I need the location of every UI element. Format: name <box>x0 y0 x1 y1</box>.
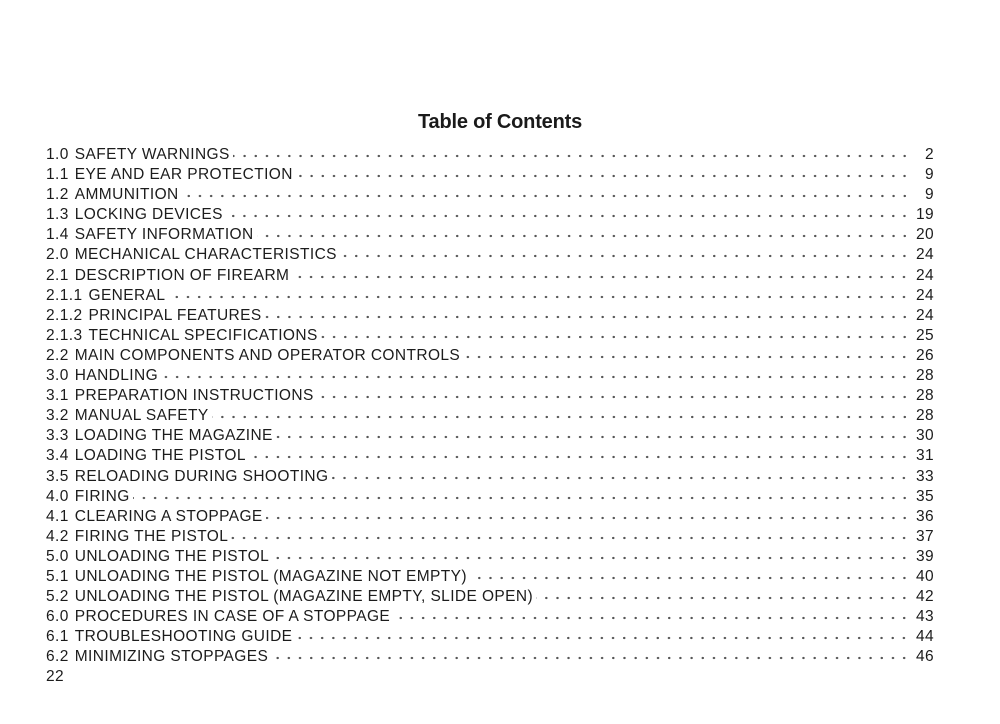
toc-entry-page: 2 <box>924 146 934 163</box>
toc-entry-page: 9 <box>924 166 934 184</box>
toc-entry-number: 1.1 <box>46 166 69 184</box>
toc-entry-label: LOADING THE MAGAZINE <box>74 427 273 445</box>
toc-entry[interactable] <box>46 367 934 387</box>
toc-entry-label: CLEARING A STOPPAGE <box>74 507 263 525</box>
toc-entry[interactable] <box>46 628 934 648</box>
toc-entry[interactable] <box>46 206 934 226</box>
toc-entry-number: 1.0 <box>46 146 69 163</box>
toc-entry-label: MANUAL SAFETY <box>74 407 209 425</box>
toc-entry[interactable] <box>46 166 934 186</box>
toc-entry-label: PREPARATION INSTRUCTIONS <box>74 387 314 405</box>
toc-entry-label: LOADING THE PISTOL <box>74 447 246 465</box>
toc-entry-label: TECHNICAL SPECIFICATIONS <box>88 326 318 344</box>
toc-entry-number: 3.0 <box>46 367 69 385</box>
dot-leader <box>317 395 910 399</box>
toc-entry[interactable] <box>46 528 934 548</box>
toc-entry-number: 3.4 <box>46 447 69 465</box>
page-number: 22 <box>46 668 65 685</box>
toc-list <box>46 146 934 668</box>
dot-leader <box>295 636 910 640</box>
toc-entry[interactable] <box>46 186 934 206</box>
toc-entry[interactable] <box>46 267 934 287</box>
toc-entry-page: 24 <box>915 306 934 324</box>
toc-entry-number: 4.0 <box>46 487 69 505</box>
toc-entry-number: 3.2 <box>46 407 69 425</box>
dot-leader <box>463 355 910 359</box>
dot-leader <box>266 516 910 520</box>
dot-leader <box>393 616 910 620</box>
toc-entry-label: HANDLING <box>74 367 159 385</box>
toc-entry[interactable] <box>46 347 934 367</box>
toc-entry[interactable] <box>46 447 934 467</box>
toc-entry-number: 5.0 <box>46 547 69 565</box>
toc-entry-label: TROUBLESHOOTING GUIDE <box>74 628 293 646</box>
toc-entry[interactable] <box>46 427 934 447</box>
toc-entry-number: 2.1 <box>46 266 69 284</box>
toc-entry-page: 35 <box>915 487 934 505</box>
toc-entry-label: SAFETY WARNINGS <box>74 146 230 163</box>
dot-leader <box>182 194 910 198</box>
toc-entry[interactable] <box>46 327 934 347</box>
toc-entry-number: 2.1.3 <box>46 326 83 344</box>
toc-entry-number: 4.1 <box>46 507 69 525</box>
toc-entry[interactable] <box>46 548 934 568</box>
toc-entry[interactable] <box>46 508 934 528</box>
toc-title: Table of Contents <box>417 111 582 133</box>
toc-entry-page: 39 <box>915 547 934 565</box>
toc-entry-number: 5.1 <box>46 567 69 585</box>
toc-entry-number: 3.3 <box>46 427 69 445</box>
toc-entry-number: 5.2 <box>46 588 69 606</box>
toc-entry-label: UNLOADING THE PISTOL <box>74 547 270 565</box>
toc-entry-page: 25 <box>915 326 934 344</box>
toc-entry-page: 44 <box>915 628 934 646</box>
toc-entry-number: 2.2 <box>46 346 69 364</box>
dot-leader <box>331 476 909 480</box>
toc-entry-page: 28 <box>915 367 934 385</box>
toc-entry-label: SAFETY INFORMATION <box>74 226 254 244</box>
toc-entry-page: 31 <box>915 447 934 465</box>
toc-entry-number: 3.1 <box>46 387 69 405</box>
dot-leader <box>257 234 910 238</box>
toc-entry-page: 36 <box>915 507 934 525</box>
toc-entry-page: 33 <box>915 467 934 485</box>
toc-entry-number: 6.1 <box>46 628 69 646</box>
toc-entry-number: 2.1.1 <box>46 286 83 304</box>
toc-entry[interactable] <box>46 246 934 266</box>
toc-entry[interactable] <box>46 488 934 508</box>
toc-entry-page: 40 <box>915 567 934 585</box>
toc-entry-page: 9 <box>924 186 934 204</box>
dot-leader <box>271 656 910 660</box>
toc-entry-page: 46 <box>915 648 934 666</box>
toc-entry-page: 24 <box>915 246 934 264</box>
dot-leader <box>276 435 910 439</box>
toc-entry-label: UNLOADING THE PISTOL (MAGAZINE NOT EMPTY) <box>74 567 467 585</box>
toc-entry-label: MAIN COMPONENTS AND OPERATOR CONTROLS <box>74 346 461 364</box>
toc-entry-number: 4.2 <box>46 527 69 545</box>
toc-entry-page: 20 <box>915 226 934 244</box>
toc-entry[interactable] <box>46 588 934 608</box>
toc-entry[interactable] <box>46 648 934 668</box>
toc-entry-page: 24 <box>915 286 934 304</box>
toc-entry-page: 19 <box>915 206 934 224</box>
dot-leader <box>470 576 910 580</box>
toc-entry-number: 2.1.2 <box>46 306 83 324</box>
toc-entry-label: PROCEDURES IN CASE OF A STOPPAGE <box>74 608 391 626</box>
dot-leader <box>161 375 910 379</box>
dot-leader <box>536 596 910 600</box>
dot-leader <box>226 214 910 218</box>
toc-entry-number: 6.2 <box>46 648 69 666</box>
toc-entry-label: PRINCIPAL FEATURES <box>88 306 262 324</box>
toc-entry[interactable] <box>46 226 934 246</box>
toc-entry-label: FIRING <box>74 487 130 505</box>
dot-leader <box>168 295 910 299</box>
toc-entry-number: 6.0 <box>46 608 69 626</box>
toc-entry-number: 2.0 <box>46 246 69 264</box>
dot-leader <box>212 415 910 419</box>
dot-leader <box>231 536 910 540</box>
toc-entry[interactable] <box>46 307 934 327</box>
toc-entry-label: EYE AND EAR PROTECTION <box>74 166 293 184</box>
toc-entry-page: 43 <box>915 608 934 626</box>
toc-entry-page: 24 <box>915 266 934 284</box>
dot-leader <box>233 154 910 158</box>
toc-entry-number: 3.5 <box>46 467 69 485</box>
dot-leader <box>292 275 910 279</box>
toc-entry-label: MECHANICAL CHARACTERISTICS <box>74 246 337 264</box>
toc-entry-label: UNLOADING THE PISTOL (MAGAZINE EMPTY, SLIDE OPEN) <box>74 588 534 606</box>
toc-entry-page: 42 <box>915 588 934 606</box>
toc-entry[interactable] <box>46 146 934 166</box>
toc-entry-label: RELOADING DURING SHOOTING <box>74 467 329 485</box>
toc-entry-number: 1.4 <box>46 226 69 244</box>
toc-entry-page: 37 <box>915 527 934 545</box>
toc-entry-label: MINIMIZING STOPPAGES <box>74 648 269 666</box>
toc-entry-label: DESCRIPTION OF FIREARM <box>74 266 290 284</box>
dot-leader <box>321 335 910 339</box>
toc-entry[interactable] <box>46 568 934 588</box>
toc-entry[interactable] <box>46 287 934 307</box>
toc-entry-page: 28 <box>915 387 934 405</box>
toc-entry-page: 28 <box>915 407 934 425</box>
toc-entry[interactable] <box>46 387 934 407</box>
toc-entry[interactable] <box>46 468 934 488</box>
toc-entry-number: 1.3 <box>46 206 69 224</box>
toc-entry[interactable] <box>46 608 934 628</box>
toc-entry-number: 1.2 <box>46 186 69 204</box>
toc-entry-label: AMMUNITION <box>74 186 179 204</box>
dot-leader <box>133 496 910 500</box>
toc-entry-label: FIRING THE PISTOL <box>74 527 229 545</box>
toc-entry-page: 26 <box>915 346 934 364</box>
dot-leader <box>340 254 910 258</box>
toc-entry-page: 30 <box>915 427 934 445</box>
dot-leader <box>296 174 910 178</box>
toc-entry[interactable] <box>46 407 934 427</box>
dot-leader <box>249 455 910 459</box>
toc-entry-label: GENERAL <box>88 286 166 304</box>
toc-entry-label: LOCKING DEVICES <box>74 206 223 224</box>
dot-leader <box>272 556 910 560</box>
dot-leader <box>265 315 910 319</box>
